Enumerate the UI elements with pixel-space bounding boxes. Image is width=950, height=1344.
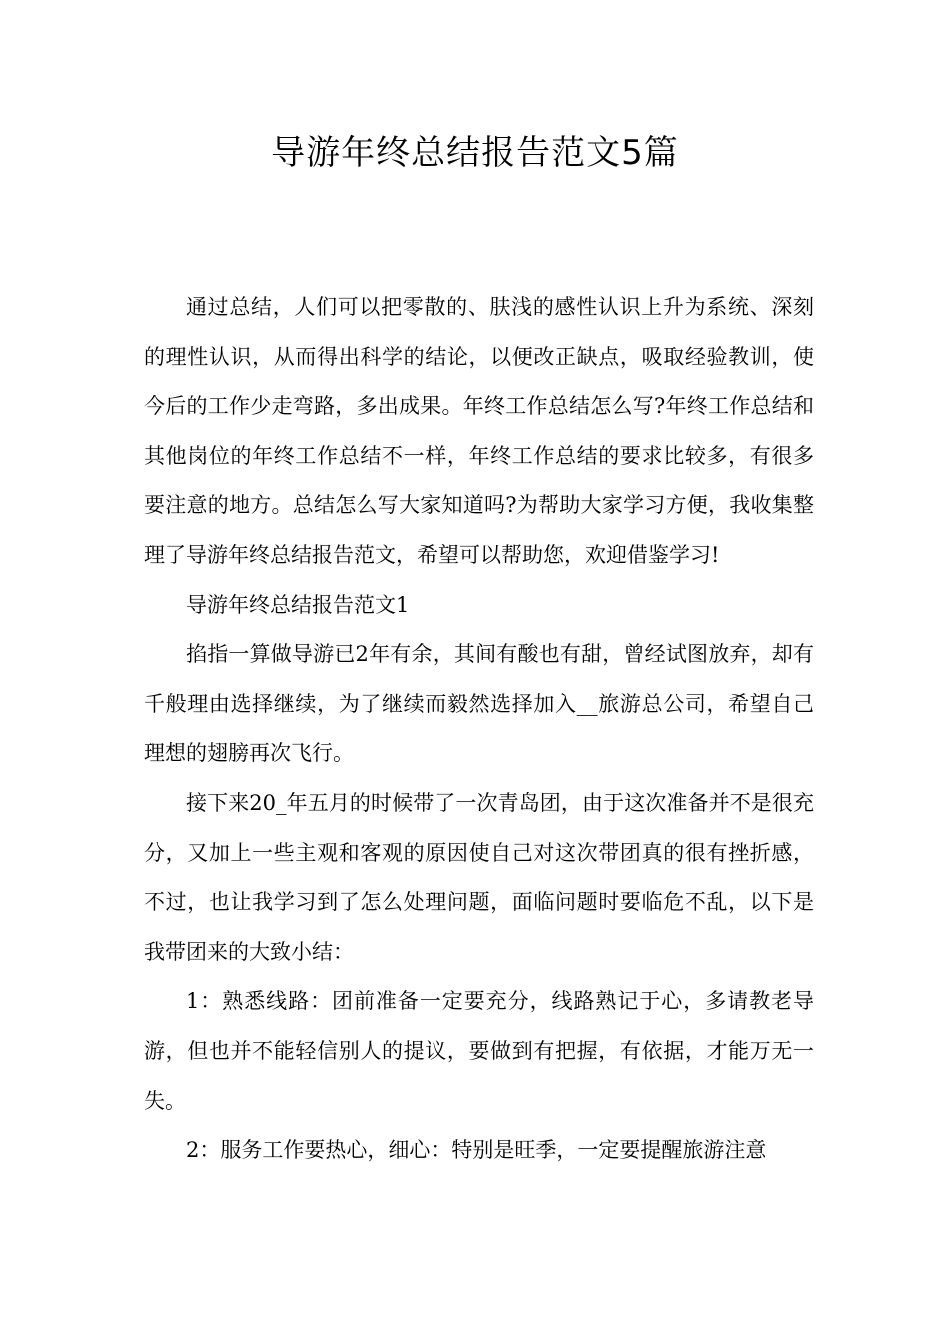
document-title: 导游年终总结报告范文5篇 (271, 133, 679, 173)
document-body (144, 283, 814, 1176)
list-paragraph: 1：熟悉线路：团前准备一定要充分，线路熟记于心，多请教老导游，但也并不能轻信别人的提议，要做到有把握，有依据，才能万无一失。 (144, 989, 814, 1113)
body-paragraph: 掐指一算做导游已2年有余，其间有酸也有甜，曾经试图放弃，却有千般理由选择继续，为了继续而毅然选择加入__旅游总公司，希望自己理想的翅膀再次飞行。 (144, 642, 814, 766)
section-heading: 导游年终总结报告范文1 (186, 592, 410, 617)
intro-paragraph: 通过总结，人们可以把零散的、肤浅的感性认识上升为系统、深刻的理性认识，从而得出科学的结论，以便改正缺点，吸取经验教训，使今后的工作少走弯路，多出成果。年终工作总结怎么写?年终工作总结和其他岗位的年终工作总结不一样，年终工作总结的要求比较多，有很多要注意的地方。总结怎么写大家知道吗?为帮助大家学习方便，我收集整理了导游年终总结报告范文，希望可以帮助您，欢迎借鉴学习! (144, 295, 814, 567)
list-paragraph: 2：服务工作要热心，细心：特别是旺季，一定要提醒旅游注意 (186, 1138, 767, 1163)
body-paragraph: 接下来20_年五月的时候带了一次青岛团，由于这次准备并不是很充分，又加上一些主观和客观的原因使自己对这次带团真的很有挫折感，不过，也让我学习到了怎么处理问题，面临问题时要临危不乱，以下是我带团来的大致小结： (144, 790, 814, 964)
